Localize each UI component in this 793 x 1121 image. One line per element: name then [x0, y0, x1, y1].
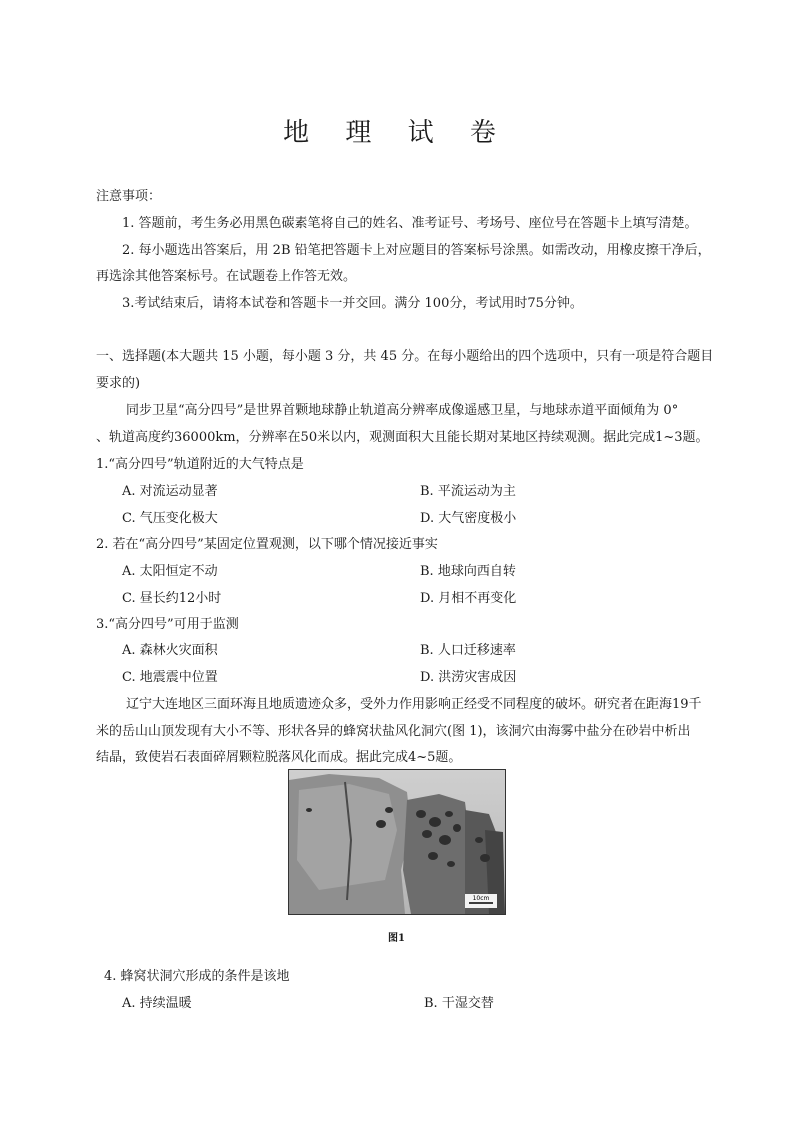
question-2-option-b: B. 地球向西自转: [420, 564, 516, 579]
honeycomb-weathering-photo: [288, 769, 506, 915]
passage1-line1: 同步卫星“高分四号”是世界首颗地球静止轨道高分辨率成像遥感卫星，与地球赤道平面倾角为 0°: [126, 403, 679, 418]
question-2-option-a: A. 太阳恒定不动: [122, 564, 218, 579]
question-2-option-d: D. 月相不再变化: [420, 591, 517, 606]
page-title: 地 理 试 卷: [283, 118, 510, 148]
section-heading: 一、选择题(本大题共 15 小题，每小题 3 分，共 45 分。在每小题给出的四个选项中，只有一项是符合题目: [96, 349, 714, 364]
section-heading-cont: 要求的): [96, 376, 141, 391]
notice-heading: 注意事项：: [96, 189, 162, 204]
question-3-option-b: B. 人口迁移速率: [420, 643, 516, 658]
passage2-line1: 辽宁大连地区三面环海且地质遗迹众多，受外力作用影响正经受不同程度的破坏。研究者在距海19千: [126, 697, 702, 712]
question-4-stem: 4. 蜂窝状洞穴形成的条件是该地: [104, 969, 290, 984]
notice-item-2: 2. 每小题选出答案后，用 2B 铅笔把答题卡上对应题目的答案标号涂黑。如需改动，用橡皮擦干净后，: [122, 243, 711, 258]
question-3-option-c: C. 地震震中位置: [122, 670, 218, 685]
notice-item-1: 1. 答题前，考生务必用黑色碳素笔将自己的姓名、准考证号、考场号、座位号在答题卡上填写清楚。: [122, 216, 698, 231]
passage1-line2: 、轨道高度约36000km，分辨率在50米以内，观测面积大且能长期对某地区持续观测。据此完成1~3题。: [96, 430, 709, 445]
passage2-line3: 结晶，致使岩石表面碎屑颗粒脱落风化而成。据此完成4~5题。: [96, 750, 462, 765]
question-3-option-d: D. 洪涝灾害成因: [420, 670, 517, 685]
question-2-stem: 2. 若在“高分四号”某固定位置观测，以下哪个情况接近事实: [96, 537, 438, 552]
notice-item-2-cont: 再选涂其他答案标号。在试题卷上作答无效。: [96, 269, 357, 284]
scale-bar-label: 10cm: [472, 895, 490, 902]
question-3-stem: 3.“高分四号”可用于监测: [96, 617, 239, 632]
question-4-option-b: B. 干湿交替: [424, 996, 494, 1011]
question-1-stem: 1.“高分四号”轨道附近的大气特点是: [96, 457, 304, 472]
question-1-option-d: D. 大气密度极小: [420, 511, 517, 526]
rock-photo-graphic: [289, 770, 505, 914]
passage2-line2: 米的岳山山顶发现有大小不等、形状各异的蜂窝状盐风化洞穴(图 1)，该洞穴由海雾中盐分在砂岩中析出: [96, 724, 691, 739]
question-4-option-a: A. 持续温暖: [122, 996, 192, 1011]
figure-caption: 图1: [388, 933, 405, 944]
question-2-option-c: C. 昼长约12小时: [122, 591, 222, 606]
question-1-option-c: C. 气压变化极大: [122, 511, 218, 526]
question-1-option-a: A. 对流运动显著: [122, 484, 218, 499]
question-1-option-b: B. 平流运动为主: [420, 484, 516, 499]
notice-item-3: 3.考试结束后，请将本试卷和答题卡一并交回。满分 100分，考试用时75分钟。: [122, 296, 583, 311]
question-3-option-a: A. 森林火灾面积: [122, 643, 218, 658]
